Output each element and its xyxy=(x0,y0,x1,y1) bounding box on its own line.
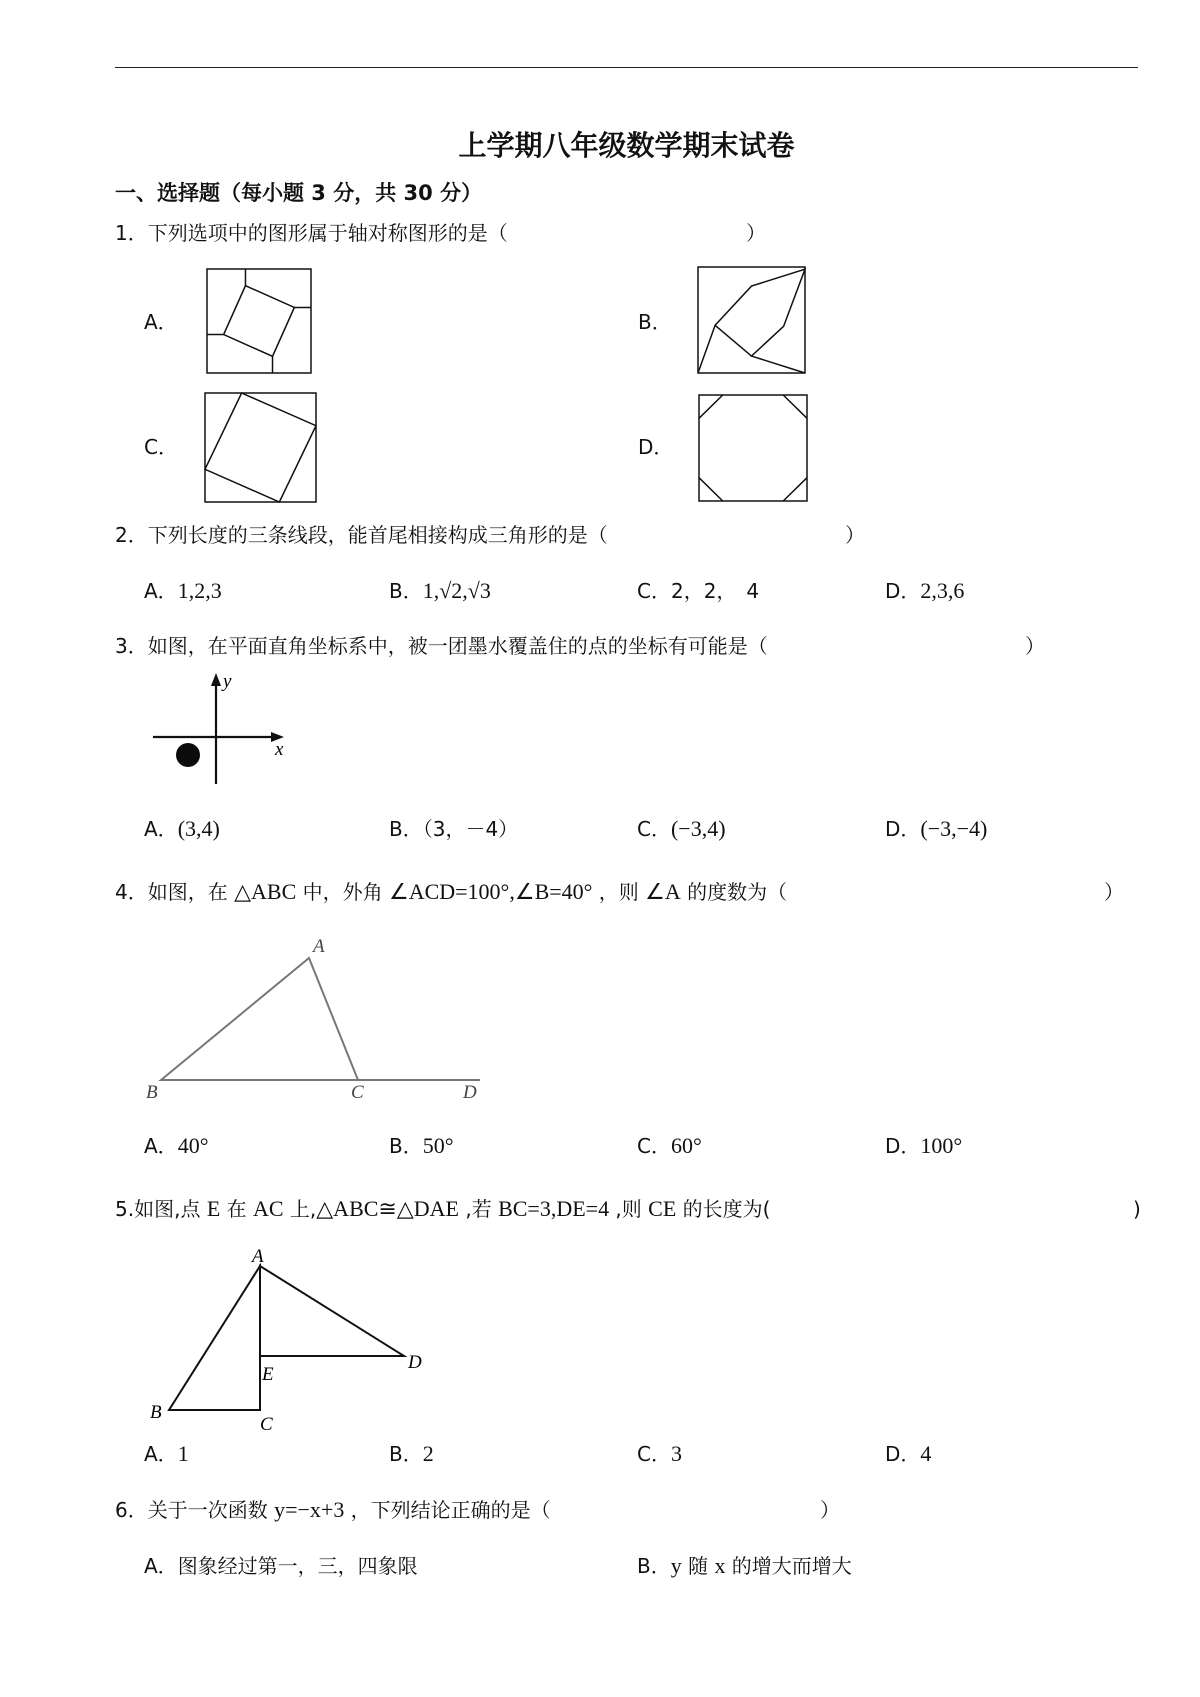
question-text: 的度数为（ xyxy=(680,880,788,904)
option-value: (−3,4) xyxy=(670,816,726,841)
math-expression: BC=3,DE=4 xyxy=(498,1196,610,1221)
question-5-option-b xyxy=(389,1442,434,1466)
question-text: 上, xyxy=(283,1197,317,1221)
math-expression: ∠A xyxy=(645,879,681,904)
option-value: 40° xyxy=(177,1133,209,1158)
point-e-label: E xyxy=(262,1364,274,1385)
option-value: （3，－4） xyxy=(422,817,519,841)
vertex-a-label: A xyxy=(313,936,325,957)
question-text: 关于一次函数 xyxy=(147,1498,275,1522)
question-3-coordinate-figure xyxy=(150,670,295,790)
question-5-option-c xyxy=(637,1442,682,1466)
option-label: B． xyxy=(637,1554,671,1578)
option-label: D． xyxy=(885,1134,921,1158)
option-label: A． xyxy=(144,1442,178,1466)
question-1-option-a-figure xyxy=(207,269,311,373)
option-value: 4 xyxy=(920,1441,932,1466)
exam-title: 上学期八年级数学期末试卷 xyxy=(458,129,795,162)
y-axis-label: y xyxy=(223,671,232,692)
question-4-option-c xyxy=(637,1134,702,1158)
option-label: B． xyxy=(389,1442,423,1466)
option-text: 随 xyxy=(681,1554,715,1578)
section-heading: 一、选择题（每小题 3 分，共 30 分） xyxy=(115,181,483,205)
question-text: 的长度为( xyxy=(676,1197,771,1221)
option-text: 的增大而增大 xyxy=(725,1554,852,1578)
option-label: D． xyxy=(885,579,921,603)
question-5-option-a xyxy=(144,1442,189,1466)
option-label: B． xyxy=(389,817,423,841)
question-3-option-b xyxy=(389,817,518,841)
option-value: 1,√2,√3 xyxy=(422,578,491,603)
question-text: ,若 xyxy=(459,1197,499,1221)
question-3-option-a xyxy=(144,817,220,841)
question-1-option-b-figure xyxy=(698,267,805,373)
question-4-triangle-figure xyxy=(140,935,500,1103)
option-value: 50° xyxy=(422,1133,454,1158)
triangle-abc xyxy=(169,1266,260,1410)
option-value: 1,2,3 xyxy=(177,578,222,603)
question-text: 中，外角 xyxy=(296,880,389,904)
question-text: 在 xyxy=(220,1197,253,1221)
option-label: C． xyxy=(637,817,671,841)
math-expression: △ABC≅△DAE xyxy=(316,1196,459,1221)
option-label: C． xyxy=(637,1134,671,1158)
question-number: 5. xyxy=(115,1197,135,1221)
option-label: C． xyxy=(637,1442,671,1466)
option-label: C． xyxy=(637,579,671,603)
question-4-stem xyxy=(115,880,787,904)
x-axis-label: x xyxy=(275,739,284,760)
math-expression: y=−x+3 xyxy=(274,1497,345,1522)
vertex-b-label: B xyxy=(146,1082,158,1103)
question-5-triangle-figure xyxy=(140,1240,440,1440)
vertex-c-label: C xyxy=(260,1414,273,1435)
question-text: 下列选项中的图形属于轴对称图形的是（ xyxy=(147,221,508,245)
math-expression: CE xyxy=(648,1196,677,1221)
question-5-option-d xyxy=(885,1442,931,1466)
vertex-a-label: A xyxy=(252,1246,264,1267)
option-label: B． xyxy=(389,1134,423,1158)
question-number: 2． xyxy=(115,523,148,547)
option-label: A． xyxy=(144,817,178,841)
option-value: 2,3,6 xyxy=(920,578,965,603)
question-5-stem xyxy=(115,1197,770,1221)
question-text: 如图,点 xyxy=(134,1197,207,1221)
question-2-answer-bracket: ） xyxy=(845,523,865,547)
math-expression: AC xyxy=(252,1196,284,1221)
question-number: 4． xyxy=(115,880,148,904)
option-value: 图象经过第一，三，四象限 xyxy=(177,1554,418,1578)
question-6-option-b xyxy=(637,1554,852,1578)
question-3-answer-bracket: ） xyxy=(1025,634,1045,658)
option-value: 3 xyxy=(670,1441,682,1466)
option-label: B． xyxy=(389,579,423,603)
question-6-option-a xyxy=(144,1554,418,1578)
question-1-answer-bracket: ） xyxy=(746,221,766,245)
option-value: 60° xyxy=(670,1133,702,1158)
vertex-b-label: B xyxy=(150,1402,162,1423)
question-6-stem xyxy=(115,1498,551,1522)
question-2-option-c xyxy=(637,579,759,603)
question-5-answer-bracket: ) xyxy=(1133,1197,1141,1221)
question-2-option-d xyxy=(885,579,964,603)
y-axis-arrow-icon xyxy=(211,673,221,686)
question-6-answer-bracket: ） xyxy=(820,1498,840,1522)
question-number: 1． xyxy=(115,221,148,245)
question-3-stem xyxy=(115,634,768,658)
question-1-stem xyxy=(115,221,508,245)
question-number: 6． xyxy=(115,1498,148,1522)
math-expression: E xyxy=(206,1196,221,1221)
option-value: 2，2， 4 xyxy=(670,579,760,603)
vertex-d-label: D xyxy=(408,1352,422,1373)
question-1-option-a-label: A． xyxy=(144,310,178,334)
question-text: 下列长度的三条线段，能首尾相接构成三角形的是（ xyxy=(147,523,608,547)
math-expression: △ABC xyxy=(234,879,297,904)
question-1-option-c-figure xyxy=(205,393,316,502)
question-1-option-d-figure xyxy=(699,395,807,501)
math-expression: y xyxy=(670,1553,682,1578)
question-text: ，则 xyxy=(592,880,646,904)
question-2-stem xyxy=(115,523,608,547)
option-label: D． xyxy=(885,817,921,841)
question-1-option-b-label: B． xyxy=(638,310,672,334)
question-number: 3． xyxy=(115,634,148,658)
ink-blot xyxy=(176,743,200,767)
option-label: A． xyxy=(144,579,178,603)
question-4-option-b xyxy=(389,1134,454,1158)
question-text: ,则 xyxy=(609,1197,649,1221)
question-3-option-d xyxy=(885,817,987,841)
point-d-label: D xyxy=(463,1082,477,1103)
triangle-dae xyxy=(260,1266,404,1356)
math-expression: ∠ACD=100°,∠B=40° xyxy=(388,879,593,904)
question-4-option-d xyxy=(885,1134,962,1158)
option-label: D． xyxy=(885,1442,921,1466)
option-value: 1 xyxy=(177,1441,189,1466)
math-expression: x xyxy=(714,1553,726,1578)
option-label: A． xyxy=(144,1134,178,1158)
header-rule xyxy=(115,67,1138,68)
question-3-option-c xyxy=(637,817,726,841)
question-text: 如图，在 xyxy=(147,880,235,904)
triangle-abc xyxy=(161,958,358,1080)
question-1-option-d-label: D． xyxy=(638,435,674,459)
question-text: ，下列结论正确的是（ xyxy=(344,1498,551,1522)
option-label: A． xyxy=(144,1554,178,1578)
question-2-option-a xyxy=(144,579,222,603)
question-1-option-c-label: C． xyxy=(144,435,178,459)
question-2-option-b xyxy=(389,579,491,603)
option-value: (3,4) xyxy=(177,816,220,841)
question-text: 如图，在平面直角坐标系中，被一团墨水覆盖住的点的坐标有可能是（ xyxy=(147,634,768,658)
option-value: (−3,−4) xyxy=(920,816,988,841)
option-value: 2 xyxy=(422,1441,434,1466)
option-value: 100° xyxy=(920,1133,963,1158)
question-4-option-a xyxy=(144,1134,209,1158)
vertex-c-label: C xyxy=(351,1082,364,1103)
question-4-answer-bracket: ） xyxy=(1104,880,1124,904)
